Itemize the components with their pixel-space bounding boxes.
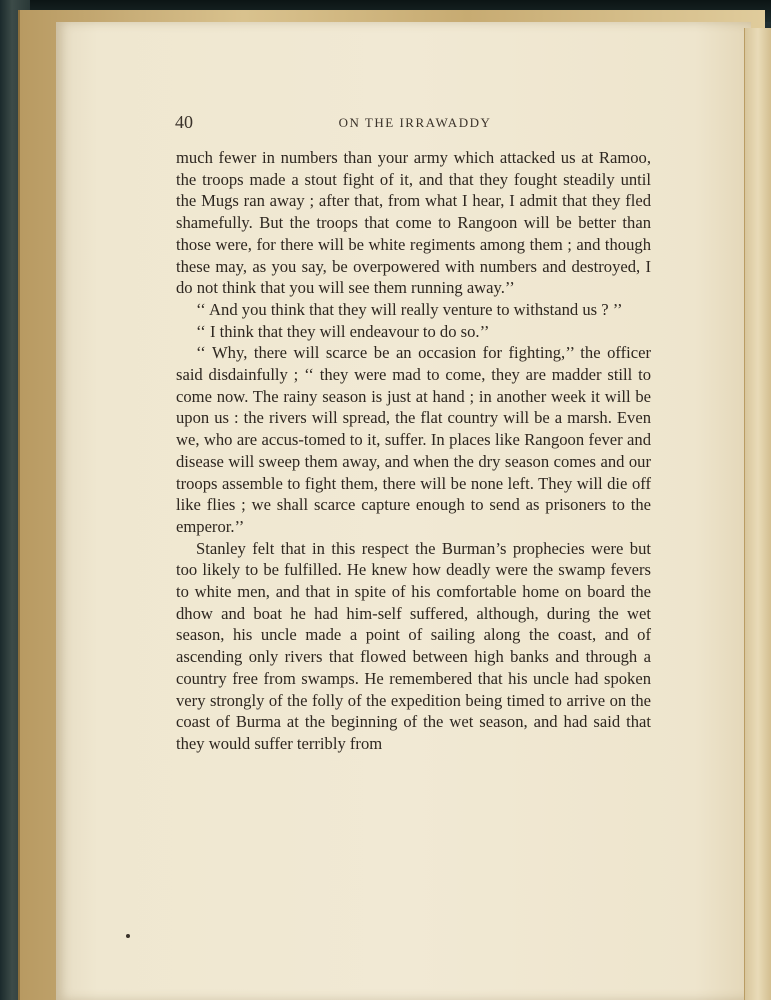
right-page-edges (744, 28, 771, 1000)
page-speck (126, 934, 130, 938)
paragraph: ‘‘ And you think that they will really venture to withstand us ? ’’ (196, 299, 623, 319)
paragraph: ‘‘ Why, there will scarce be an occasion for fighting,’’ the officer said disdainfully ; ‘‘ they were mad to come, they are madder still to come now. The rainy season is just at hand ; in another week it will be upon us : the rivers will spread, the flat country will be a marsh. Even we, who are accus-tomed to it, suffer. In places like Rangoon fever and disease will sweep them away, and when the dry season comes and our troops assemble to fight them, there will be none left. They will die off like flies ; we shall scarce capture enough to send as prisoners to the emperor.’’ (176, 343, 651, 536)
running-title: ON THE IRRAWADDY (338, 115, 492, 130)
page-header (175, 112, 655, 134)
paragraph: much fewer in numbers than your army which attacked us at Ramoo, the troops made a stout fight of it, and that they fought steadily until the Mugs ran away ; after that, from what I hear, I admit that they fled shamefully. But the troops that come to Rangoon will be better than those were, for there will be white regiments among them ; and though these may, as you say, be overpowered with numbers and destroyed, I do not think that you will see them running away.’’ (176, 148, 651, 298)
body-text (176, 147, 651, 755)
paragraph: Stanley felt that in this respect the Burman’s prophecies were but too likely to be fulfilled. He knew how deadly were the swamp fevers to white men, and that in spite of his comfortable home on board the dhow and boat he had him-self suffered, although, during the wet season, his uncle made a point of sailing along the coast, and of ascending only rivers that flowed between high banks and through a country free from swamps. He remembered that his uncle had spoken very strongly of the folly of the expedition being timed to arrive on the coast of Burma at the beginning of the wet season, and had said that they would suffer terribly from (176, 538, 651, 753)
page-number: 40 (175, 112, 193, 132)
paragraph: ‘‘ I think that they will endeavour to do so.’’ (196, 321, 490, 341)
